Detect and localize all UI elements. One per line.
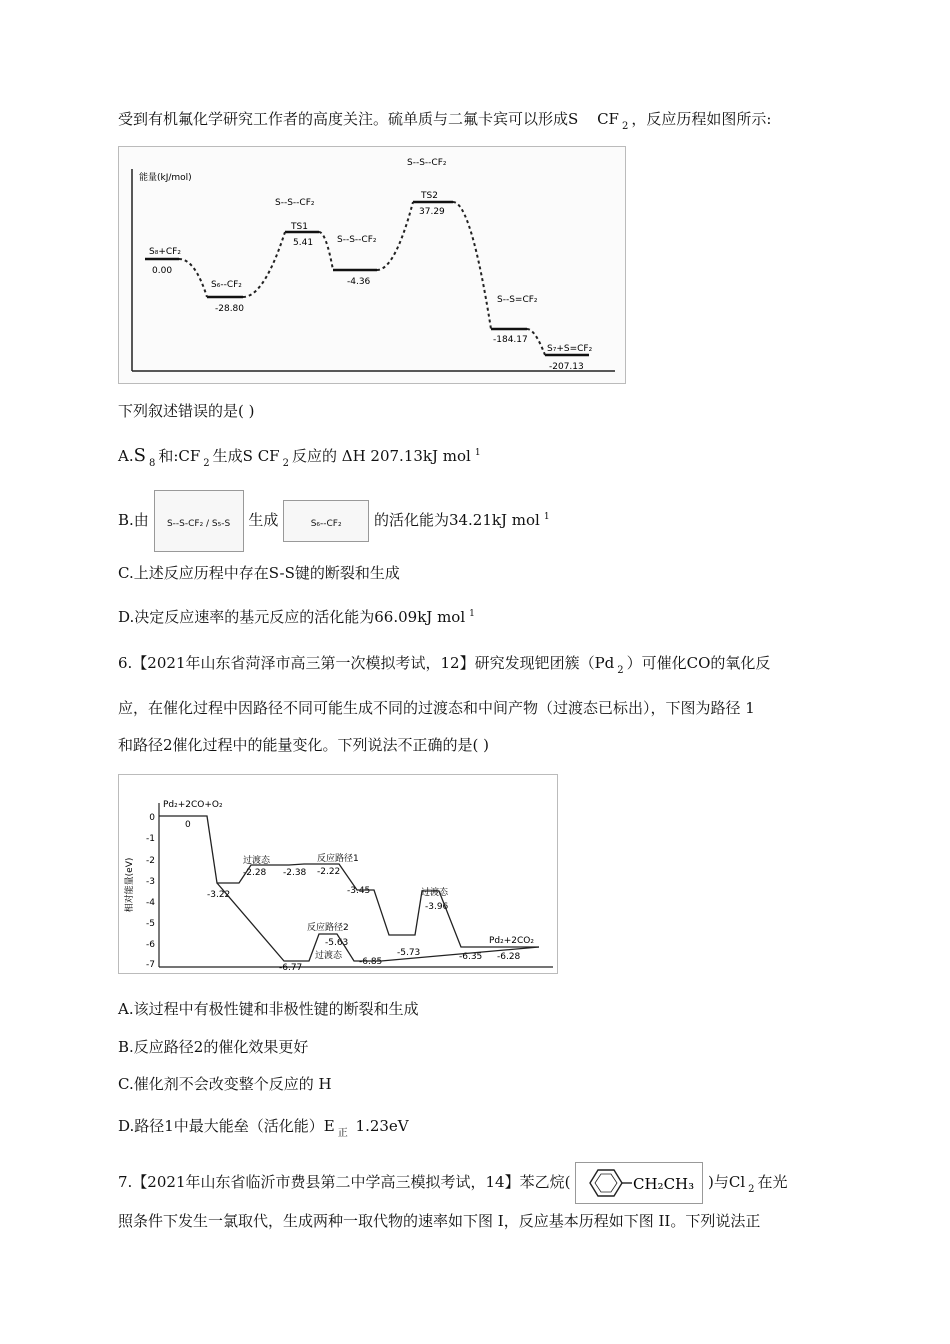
fig1-value-start: 0.00	[152, 266, 173, 276]
fig2-ytick: -6	[146, 940, 155, 950]
q5-b-structure-1: S--S-CF₂ / S₅-S	[154, 490, 244, 552]
fig2-value: -6.77	[279, 963, 303, 973]
q5-option-d: D.决定反应速率的基元反应的活化能为66.09kJ mol $^1$	[118, 608, 475, 626]
fig1-label-ts1: TS1	[291, 222, 308, 232]
fig2-label-ts2: 过渡态	[315, 951, 343, 961]
fig2-label-path1: 反应路径1	[317, 854, 359, 864]
fig1-ts2-structure: S--S--CF₂	[407, 158, 447, 168]
fig1-value-ts2: 37.29	[419, 207, 445, 217]
fig2-label-start: Pd₂+2CO+O₂	[163, 800, 223, 810]
q5-option-c: C.上述反应历程中存在S-S键的断裂和生成	[118, 564, 400, 582]
q6-option-a: A.该过程中有极性键和非极性键的断裂和生成	[118, 1000, 419, 1018]
fig1-value-int2: -4.36	[347, 277, 371, 287]
fig2-ytick: -7	[146, 960, 155, 970]
fig1-ts1-structure: S--S--CF₂	[275, 198, 315, 208]
fig2-value: -2.22	[317, 867, 341, 877]
fig1-label-ts2: TS2	[421, 191, 438, 201]
ethylbenzene-structure	[575, 1162, 703, 1204]
fig1-value-ts1: 5.41	[293, 238, 314, 248]
fig2-value: 0	[185, 820, 191, 830]
fig2-label-ts3: 过渡态	[421, 888, 449, 898]
fig1-value-prod1: -184.17	[493, 335, 528, 345]
fig1-label-start: S₈+CF₂	[149, 247, 181, 257]
benzene-ring-icon	[576, 1163, 702, 1203]
fig1-prod1-structure: S--S=CF₂	[497, 295, 538, 305]
fig2-ytick: -4	[146, 898, 155, 908]
q5-b-structure-2: S₆--CF₂	[283, 500, 369, 542]
fig2-value: -2.28	[243, 868, 267, 878]
svg-text:CH₂CH₃: CH₂CH₃	[633, 1175, 695, 1193]
intro-line: 受到有机氟化学研究工作者的高度关注。硫单质与二氟卡宾可以形成S CF $_2$ ，反应历程如图所示:	[118, 110, 772, 132]
fig1-value-prod2: -207.13	[549, 362, 584, 372]
fig1-int2-structure: S--S--CF₂	[337, 235, 377, 245]
q6-line2: 应，在催化过程中因路径不同可能生成不同的过渡态和中间产物（过渡态已标出），下图为路径 1	[118, 699, 755, 717]
fig2-value: -6.28	[497, 952, 521, 962]
fig2-label-path2: 反应路径2	[307, 923, 349, 933]
energy-diagram-figure-2	[118, 774, 558, 974]
fig1-ylabel: 能量(kJ/mol)	[139, 173, 192, 183]
fig2-ytick: -1	[146, 834, 155, 844]
q6-line3: 和路径2催化过程中的能量变化。下列说法不正确的是( )	[118, 736, 490, 754]
fig2-value: -3.22	[207, 890, 231, 900]
fig2-value: -6.85	[359, 957, 383, 967]
fig2-value: -3.96	[425, 902, 449, 912]
q5-option-b: B.由 S--S-CF₂ / S₅-S 生成 S₆--CF₂ 的活化能为34.21kJ mol $^1$	[118, 490, 550, 552]
q6-option-d: D.路径1中最大能垒（活化能）E $_正$ 1.23eV	[118, 1117, 409, 1139]
q5-stem: 下列叙述错误的是( )	[118, 402, 255, 420]
q6-option-c: C.催化剂不会改变整个反应的 H	[118, 1075, 332, 1093]
q7-line1: 7.【2021年山东省临沂市费县第二中学高三模拟考试，14】苯乙烷( CH₂CH₃ )与Cl $_2$ 在光	[118, 1162, 788, 1204]
fig1-value-int1: -28.80	[215, 304, 245, 314]
q6-option-b: B.反应路径2的催化效果更好	[118, 1038, 309, 1056]
q7-line2: 照条件下发生一氯取代，生成两种一取代物的速率如下图 I，反应基本历程如下图 II。下列说法正	[118, 1212, 761, 1230]
fig2-ytick: 0	[149, 813, 155, 823]
fig2-ytick: -5	[146, 919, 155, 929]
q6-line1: 6.【2021年山东省菏泽市高三第一次模拟考试，12】研究发现钯团簇（Pd $_2$ ）可催化CO的氧化反	[118, 654, 771, 676]
fig2-ytick: -2	[146, 856, 155, 866]
fig2-ylabel: 相对能量(eV)	[125, 857, 135, 913]
fig1-label-prod2: S₇+S=CF₂	[547, 344, 593, 354]
fig2-label-ts: 过渡态	[243, 856, 271, 866]
fig2-value: -6.35	[459, 952, 483, 962]
fig2-value: -5.63	[325, 938, 349, 948]
fig2-value: -2.38	[283, 868, 307, 878]
fig2-value: -3.45	[347, 886, 371, 896]
fig2-label-end: Pd₂+2CO₂	[489, 936, 534, 946]
energy-diagram-figure-1	[118, 146, 626, 384]
q5-option-a: A.S $_8$ 和:CF $_2$ 生成S CF $_2$ 反应的 ΔH 207.13kJ mol $^1$	[118, 445, 481, 469]
fig2-value: -5.73	[397, 948, 421, 958]
fig1-label-int1: S₆--CF₂	[211, 280, 242, 290]
fig2-ytick: -3	[146, 877, 155, 887]
